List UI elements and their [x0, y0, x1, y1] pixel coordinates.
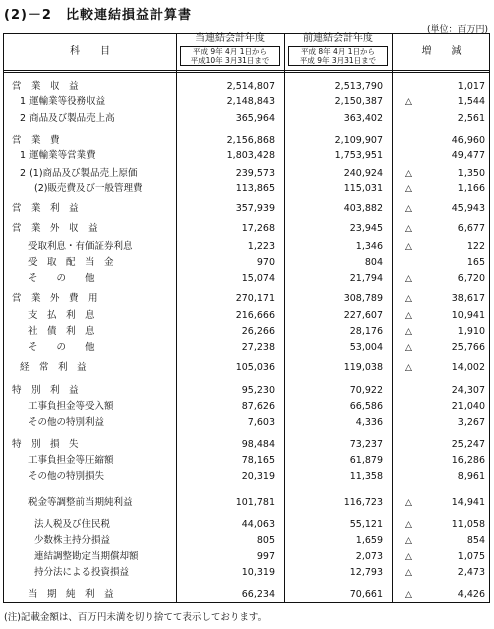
row-label: 受 取 配 当 金: [28, 257, 114, 268]
change-value: 46,960: [451, 135, 485, 146]
prior-value: 73,237: [349, 439, 383, 450]
row-label: 特 別 利 益: [12, 385, 79, 396]
current-value: 10,319: [241, 567, 275, 578]
current-value: 239,573: [235, 168, 275, 179]
table-row: [4, 416, 491, 430]
row-label: 社 債 利 息: [28, 326, 95, 337]
change-value: 1,017: [457, 81, 485, 92]
negative-marker: △: [405, 294, 412, 304]
change-value: 14,941: [451, 497, 485, 508]
change-value: 25,247: [451, 439, 485, 450]
change-value: 854: [466, 535, 485, 546]
table-row: [4, 534, 491, 548]
table-row: [4, 454, 491, 468]
table-row: [4, 325, 491, 339]
row-label: 経 常 利 益: [20, 362, 87, 373]
negative-marker: △: [405, 184, 412, 194]
prior-value: 21,794: [349, 273, 383, 284]
table-row: [4, 240, 491, 254]
change-value: 45,943: [451, 203, 485, 214]
prior-value: 2,150,387: [334, 96, 383, 107]
row-label: そ の 他: [28, 273, 95, 284]
table-row: [4, 222, 491, 236]
current-value: 95,230: [241, 385, 275, 396]
negative-marker: △: [405, 343, 412, 353]
prior-value: 23,945: [349, 223, 383, 234]
prior-value: 70,661: [349, 589, 383, 600]
header-change: 増 減: [421, 46, 462, 57]
table-row: [4, 438, 491, 452]
current-value: 105,036: [235, 362, 275, 373]
table-row: [4, 112, 491, 126]
current-value: 17,268: [241, 223, 275, 234]
table-row: [4, 182, 491, 196]
row-label: 法人税及び住民税: [34, 519, 111, 530]
table-row: [4, 361, 491, 375]
prior-value: 1,346: [355, 241, 383, 252]
header-prior-label: 前連結会計年度: [303, 33, 373, 44]
table-row: [4, 95, 491, 109]
prior-value: 2,109,907: [334, 135, 383, 146]
change-value: 4,426: [457, 589, 485, 600]
prior-value: 70,922: [349, 385, 383, 396]
page-title: (2)－2 比較連結損益計算書: [4, 8, 192, 23]
change-value: 11,058: [451, 519, 485, 530]
row-label: そ の 他: [28, 342, 95, 353]
table-row: [4, 167, 491, 181]
prior-value: 55,121: [349, 519, 383, 530]
negative-marker: △: [405, 363, 412, 373]
current-value: 270,171: [235, 293, 275, 304]
row-label: 1 運輸業等役務収益: [20, 96, 106, 107]
current-value: 365,964: [235, 113, 275, 124]
prior-value: 363,402: [343, 113, 383, 124]
prior-value: 116,723: [343, 497, 383, 508]
header-divider: [4, 70, 489, 73]
row-label: 連結調整勘定当期償却額: [34, 551, 139, 562]
change-value: 2,473: [457, 567, 485, 578]
prior-value: 11,358: [349, 471, 383, 482]
row-label: 営 業 収 益: [12, 81, 79, 92]
negative-marker: △: [405, 568, 412, 578]
prior-value: 28,176: [349, 326, 383, 337]
current-value: 1,223: [247, 241, 275, 252]
row-label: 当 期 純 利 益: [28, 589, 114, 600]
change-value: 14,002: [451, 362, 485, 373]
current-value: 87,626: [241, 401, 275, 412]
unit-label: (単位：百万円): [426, 25, 488, 35]
row-label: 税金等調整前当期純利益: [28, 497, 133, 508]
table-row: [4, 256, 491, 270]
negative-marker: △: [405, 520, 412, 530]
current-value: 2,156,868: [226, 135, 275, 146]
table-row: [4, 496, 491, 510]
change-value: 1,166: [457, 183, 485, 194]
row-label: 持分法による投資損益: [34, 567, 130, 578]
header-current-period: 平成 9年 4月 1日から 平成10年 3月31日まで: [180, 46, 280, 66]
table-row: [4, 384, 491, 398]
row-label: 少数株主持分損益: [34, 535, 111, 546]
negative-marker: △: [405, 224, 412, 234]
change-value: 1,075: [457, 551, 485, 562]
change-value: 21,040: [451, 401, 485, 412]
change-value: 24,307: [451, 385, 485, 396]
prior-value: 1,753,951: [334, 150, 383, 161]
prior-value: 2,513,790: [334, 81, 383, 92]
negative-marker: △: [405, 97, 412, 107]
table-row: [4, 588, 491, 602]
prior-value: 227,607: [343, 310, 383, 321]
prior-value: 12,793: [349, 567, 383, 578]
current-value: 101,781: [235, 497, 275, 508]
table-row: [4, 149, 491, 163]
prior-value: 240,924: [343, 168, 383, 179]
row-label: 営 業 外 費 用: [12, 293, 98, 304]
row-label: その他の特別損失: [28, 471, 105, 482]
negative-marker: △: [405, 311, 412, 321]
negative-marker: △: [405, 242, 412, 252]
table-row: [4, 80, 491, 94]
negative-marker: △: [405, 498, 412, 508]
current-value: 44,063: [241, 519, 275, 530]
negative-marker: △: [405, 204, 412, 214]
current-value: 15,074: [241, 273, 275, 284]
prior-value: 4,336: [355, 417, 383, 428]
negative-marker: △: [405, 536, 412, 546]
income-statement-table: [3, 33, 490, 603]
negative-marker: △: [405, 169, 412, 179]
change-value: 6,720: [457, 273, 485, 284]
change-value: 38,617: [451, 293, 485, 304]
prior-value: 53,004: [349, 342, 383, 353]
prior-value: 61,879: [349, 455, 383, 466]
change-value: 122: [466, 241, 485, 252]
current-value: 357,939: [235, 203, 275, 214]
row-label: 支 払 利 息: [28, 310, 95, 321]
change-value: 16,286: [451, 455, 485, 466]
row-label: 営 業 費: [12, 135, 60, 146]
negative-marker: △: [405, 552, 412, 562]
current-value: 1,803,428: [226, 150, 275, 161]
prior-value: 2,073: [355, 551, 383, 562]
row-label: (2)販売費及び一般管理費: [34, 183, 143, 194]
header-current-label: 当連結会計年度: [195, 33, 265, 44]
prior-value: 403,882: [343, 203, 383, 214]
footnote: (注)記載金額は、百万円未満を切り捨てて表示しております。: [4, 612, 268, 623]
table-row: [4, 566, 491, 580]
table-row: [4, 470, 491, 484]
change-value: 1,544: [457, 96, 485, 107]
table-row: [4, 550, 491, 564]
change-value: 165: [466, 257, 485, 268]
table-row: [4, 134, 491, 148]
current-value: 7,603: [247, 417, 275, 428]
current-value: 78,165: [241, 455, 275, 466]
row-label: その他の特別利益: [28, 417, 105, 428]
row-label: 特 別 損 失: [12, 439, 79, 450]
row-label: 営 業 外 収 益: [12, 223, 98, 234]
current-value: 27,238: [241, 342, 275, 353]
prior-value: 1,659: [355, 535, 383, 546]
table-row: [4, 292, 491, 306]
table-row: [4, 341, 491, 355]
current-value: 26,266: [241, 326, 275, 337]
table-row: [4, 272, 491, 286]
change-value: 1,350: [457, 168, 485, 179]
current-value: 216,666: [235, 310, 275, 321]
header-prior: [288, 33, 388, 66]
prior-value: 115,031: [343, 183, 383, 194]
header-prior-period: 平成 8年 4月 1日から 平成 9年 3月31日まで: [288, 46, 388, 66]
row-label: 2 商品及び製品売上高: [20, 113, 115, 124]
current-value: 2,148,843: [226, 96, 275, 107]
change-value: 8,961: [457, 471, 485, 482]
table-row: [4, 309, 491, 323]
header-item: 科 目: [70, 46, 110, 57]
change-value: 49,477: [451, 150, 485, 161]
current-value: 20,319: [241, 471, 275, 482]
row-label: 工事負担金等受入額: [28, 401, 114, 412]
table-row: [4, 518, 491, 532]
row-label: 2 (1)商品及び製品売上原価: [20, 168, 138, 179]
negative-marker: △: [405, 590, 412, 600]
table-row: [4, 400, 491, 414]
negative-marker: △: [405, 274, 412, 284]
current-value: 970: [256, 257, 275, 268]
negative-marker: △: [405, 327, 412, 337]
prior-value: 119,038: [343, 362, 383, 373]
current-value: 997: [256, 551, 275, 562]
row-label: 受取利息・有価証券利息: [28, 241, 133, 252]
current-value: 113,865: [235, 183, 275, 194]
row-label: 営 業 利 益: [12, 203, 79, 214]
prior-value: 66,586: [349, 401, 383, 412]
table-row: [4, 202, 491, 216]
row-label: 工事負担金等圧縮額: [28, 455, 114, 466]
header-current: [180, 33, 280, 66]
current-value: 66,234: [241, 589, 275, 600]
row-label: 1 運輸業等営業費: [20, 150, 96, 161]
prior-value: 804: [364, 257, 383, 268]
current-value: 2,514,807: [226, 81, 275, 92]
current-value: 98,484: [241, 439, 275, 450]
change-value: 25,766: [451, 342, 485, 353]
change-value: 10,941: [451, 310, 485, 321]
change-value: 6,677: [457, 223, 485, 234]
prior-value: 308,789: [343, 293, 383, 304]
change-value: 3,267: [457, 417, 485, 428]
change-value: 2,561: [457, 113, 485, 124]
current-value: 805: [256, 535, 275, 546]
change-value: 1,910: [457, 326, 485, 337]
